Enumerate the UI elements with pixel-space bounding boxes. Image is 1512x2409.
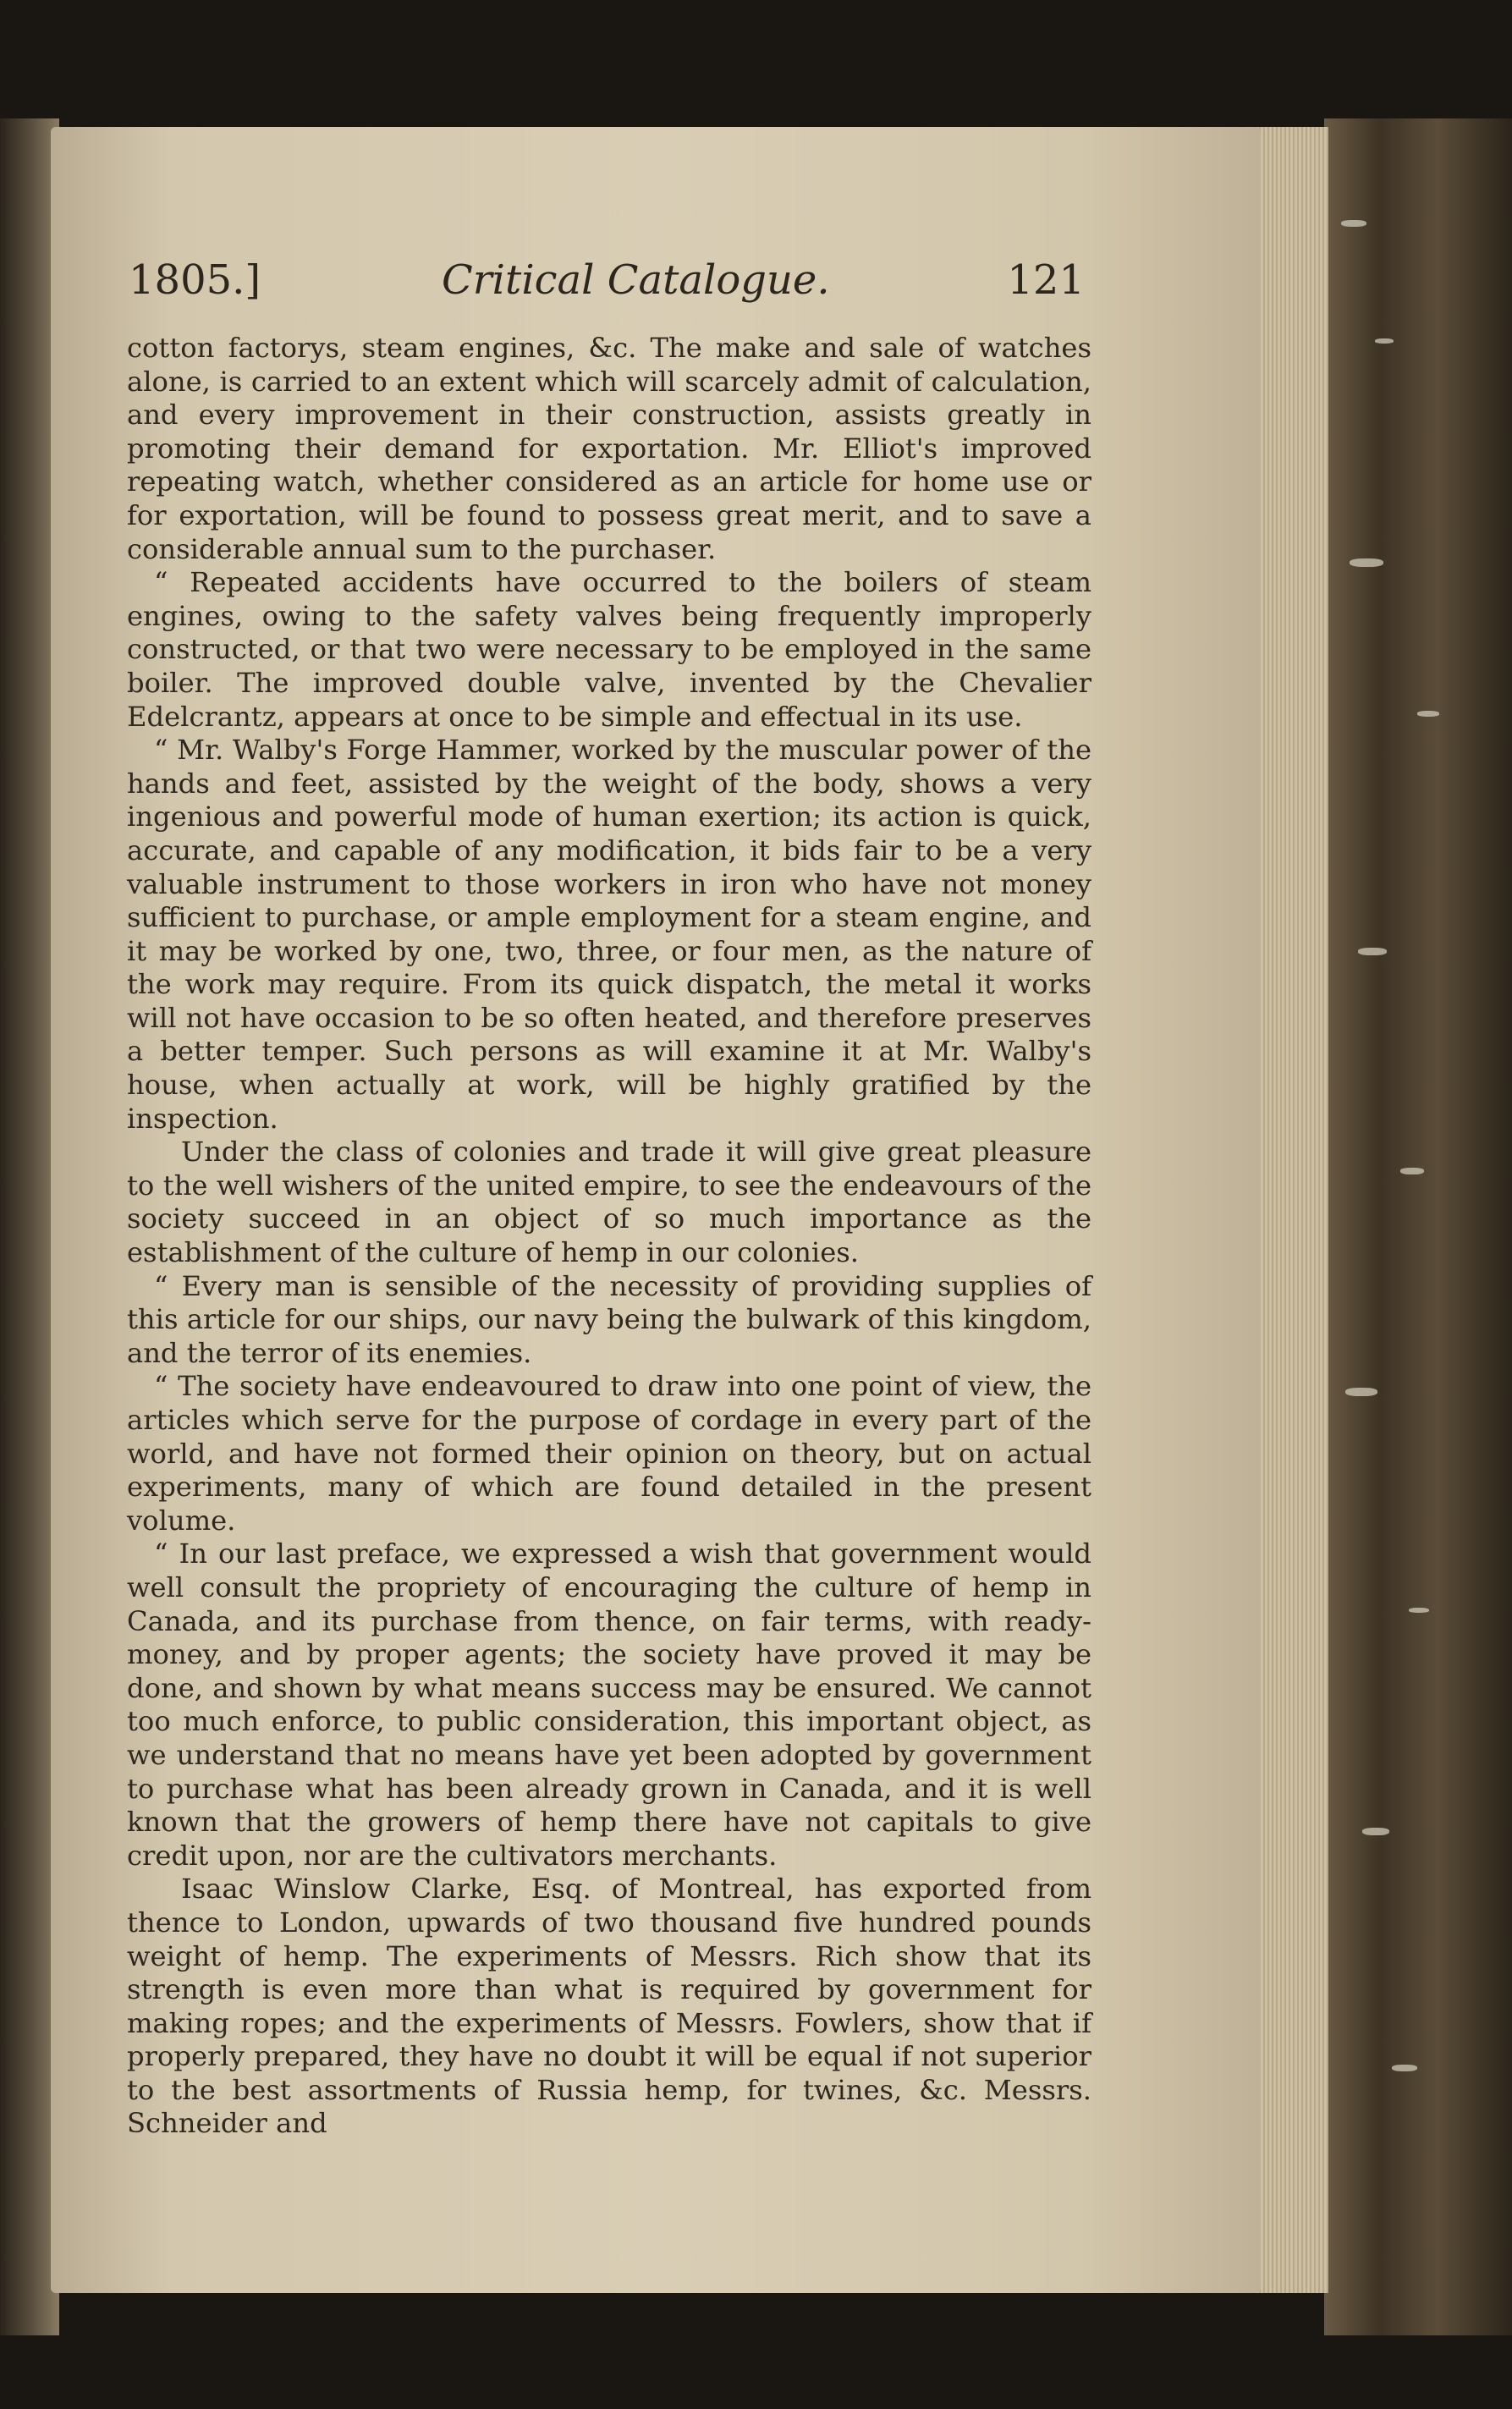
paragraph: Under the class of colonies and trade it will give great pleasure to the well wishers of the united empire, to see the endeavours of the society succeed in an object of so much importance as the establishment of the culture of hemp in our colonies. [127,1136,1091,1269]
paragraph: “ The society have endeavoured to draw into one point of view, the articles which serve for the purpose of cordage in every part of the world, and have not formed their opinion on theory, but on actual experiments, many of which are found detailed in the present volume. [127,1370,1091,1537]
paragraph: “ Repeated accidents have occurred to the boilers of steam engines, owing to the safety valves being frequently improperly constructed, or that two were necessary to be employed in the same boiler. The improved double valve, invented by the Chevalier Edelcrantz, appears at once to be simple and effectual in its use. [127,566,1091,733]
paragraph: cotton factorys, steam engines, &c. The make and sale of watches alone, is carried to an extent which will scarcely admit of calculation, and every improvement in their construction, assists greatly in promoting their demand for exportation. Mr. Elliot's improved repeating watch, whether considered as an article for home use or for exportation, will be found to possess great merit, and to save a considerable annual sum to the purchaser. [127,332,1091,565]
running-title: Critical Catalogue. [442,256,830,304]
header-year: 1805.] [129,256,261,304]
paragraph: “ Mr. Walby's Forge Hammer, worked by the muscular power of the hands and feet, assisted by the weight of the body, shows a very ingenious and powerful mode of human exertion; its action is quick, accurate, and capable of any modification, it bids fair to be a very valuable instrument to those workers in iron who have not money sufficient to purchase, or ample employment for a steam engine, and it may be worked by one, two, three, or four men, as the nature of the work may require. From its quick dispatch, the metal it works will not have occasion to be so often heated, and therefore preserves a better temper. Such persons as will examine it at Mr. Walby's house, when actually at work, will be highly gratified by the inspection. [127,734,1091,1135]
paragraph: “ Every man is sensible of the necessity of providing supplies of this article for our ships, our navy being the bulwark of this kingdom, and the terror of its enemies. [127,1269,1091,1369]
page-header [129,256,1093,307]
paragraph: Isaac Winslow Clarke, Esq. of Montreal, has exported from thence to London, upwards of two thousand five hundred pounds weight of hemp. The experiments of Messrs. Rich show that its strength is even more than what is required by government for making ropes; and the experiments of Messrs. Fowlers, show that if properly prepared, they have no doubt it will be equal if not superior to the best assortments of Russia hemp, for twines, &c. Messrs. Schneider and [127,1873,1091,2140]
body-text [127,332,1091,2141]
page-number: 121 [1007,256,1085,304]
paragraph: “ In our last preface, we expressed a wish that government would well consult the propriety of encouraging the culture of hemp in Canada, and its purchase from thence, on fair terms, with ready-money, and by proper agents; the society have proved it may be done, and shown by what means success may be ensured. We cannot too much enforce, to public consideration, this important object, as we understand that no means have yet been adopted by government to purchase what has been already grown in Canada, and it is well known that the growers of hemp there have not capitals to give credit upon, nor are the cultivators merchants. [127,1537,1091,1872]
page-stack-edge [1252,127,1328,2293]
book-spine [1324,118,1512,2335]
